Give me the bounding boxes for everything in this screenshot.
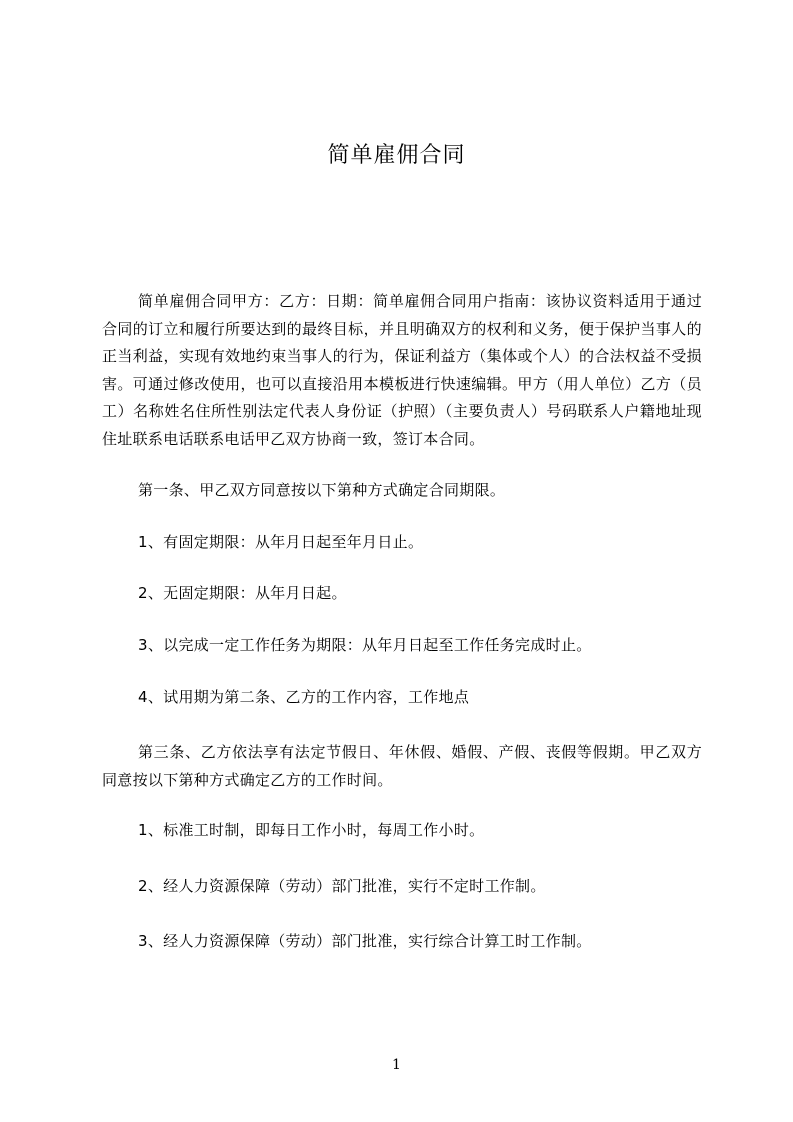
list-item-comprehensive-hours: 3、经人力资源保障（劳动）部门批准，实行综合计算工时工作制。 [138,932,592,950]
document-title: 简单雇佣合同 [327,143,466,168]
list-item-flexible-hours: 2、经人力资源保障（劳动）部门批准，实行不定时工作制。 [138,877,546,895]
list-item-probation: 4、试用期为第二条、乙方的工作内容，工作地点 [138,688,470,706]
list-item-fixed-term: 1、有固定期限：从年月日起至年月日止。 [138,533,424,551]
list-item-open-term: 2、无固定期限：从年月日起。 [138,584,347,602]
article-three-paragraph: 第三条、乙方依法享有法定节假日、年休假、婚假、产假、丧假等假期。甲乙双方同意按以下第种方式确定乙方的工作时间。 [102,743,702,789]
intro-paragraph: 简单雇佣合同甲方：乙方：日期：简单雇佣合同用户指南：该协议资料适用于通过合同的订立和履行所要达到的最终目标，并且明确双方的权利和义务，便于保护当事人的正当利益，实现有效地约束当事人的行为，保证利益方（集体或个人）的合法权益不受损害。可通过修改使用，也可以直接沿用本模板进行快速编辑。甲方（用人单位）乙方（员工）名称姓名住所性别法定代表人身份证（护照）（主要负责人）号码联系人户籍地址现住址联系电话联系电话甲乙双方协商一致，签订本合同。 [102,292,702,448]
list-item-task-term: 3、以完成一定工作任务为期限：从年月日起至工作任务完成时止。 [138,636,592,654]
article-one-paragraph: 第一条、甲乙双方同意按以下第种方式确定合同期限。 [138,481,506,499]
page-number: 1 [392,1057,401,1073]
list-item-standard-hours: 1、标准工时制，即每日工作小时，每周工作小时。 [138,821,485,839]
